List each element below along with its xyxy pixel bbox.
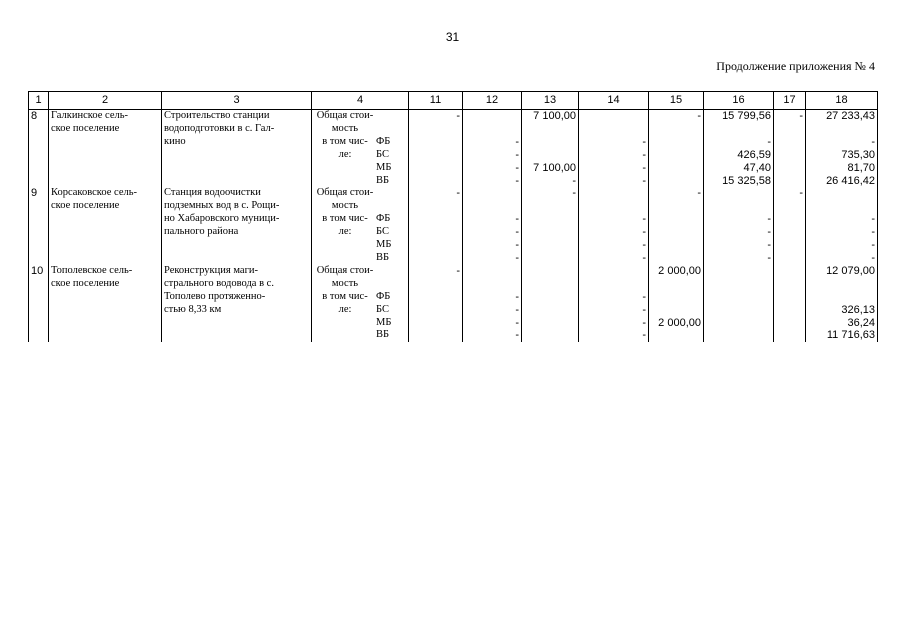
funding-label	[314, 239, 376, 252]
value-c12: -	[463, 136, 522, 149]
table-row	[29, 304, 878, 317]
header-cell: 12	[463, 92, 522, 110]
value-c15: -	[649, 110, 704, 123]
value-c13	[522, 278, 579, 291]
value-c13	[522, 304, 579, 317]
value-c16: -	[704, 239, 774, 252]
value-c12	[463, 110, 522, 123]
funding-label	[314, 175, 376, 188]
row-number	[29, 291, 49, 304]
funding-label: Общая стои-	[316, 264, 374, 276]
row-number	[29, 278, 49, 291]
funding-source-cell	[312, 265, 409, 278]
value-c12: -	[463, 291, 522, 304]
project-cell: Реконструкция маги-	[162, 265, 312, 278]
row-number	[29, 200, 49, 213]
project-cell	[162, 162, 312, 175]
value-c15	[649, 304, 704, 317]
value-c11	[409, 175, 463, 188]
value-c15: 2 000,00	[649, 317, 704, 330]
project-cell	[162, 175, 312, 188]
funding-source-cell	[312, 123, 409, 136]
value-c18: 36,24	[806, 317, 878, 330]
value-c11	[409, 278, 463, 291]
project-cell	[162, 317, 312, 330]
value-c14	[579, 265, 649, 278]
row-number: 9	[29, 187, 49, 200]
budget-code: БС	[376, 303, 389, 315]
budget-code	[376, 110, 400, 123]
value-c18	[806, 278, 878, 291]
value-c12: -	[463, 239, 522, 252]
header-cell: 18	[806, 92, 878, 110]
value-c14: -	[579, 239, 649, 252]
value-c12: -	[463, 162, 522, 175]
table-row	[29, 239, 878, 252]
header-cell: 14	[579, 92, 649, 110]
settlement-cell	[49, 175, 162, 188]
value-c14: -	[579, 175, 649, 188]
value-c12: -	[463, 226, 522, 239]
value-c11	[409, 252, 463, 265]
value-c13	[522, 123, 579, 136]
value-c14: -	[579, 291, 649, 304]
value-c18	[806, 123, 878, 136]
row-number: 8	[29, 110, 49, 123]
value-c12	[463, 187, 522, 200]
value-c11: -	[409, 110, 463, 123]
value-c15: 2 000,00	[649, 265, 704, 278]
funding-label: мость	[331, 122, 359, 134]
value-c18: 11 716,63	[806, 329, 878, 342]
value-c17	[774, 317, 806, 330]
project-cell: кино	[162, 136, 312, 149]
value-c13	[522, 317, 579, 330]
funding-label: мость	[331, 200, 359, 212]
value-c15	[649, 136, 704, 149]
funding-source-cell	[312, 291, 409, 304]
settlement-cell	[49, 162, 162, 175]
header-cell: 16	[704, 92, 774, 110]
value-c15	[649, 226, 704, 239]
value-c16	[704, 278, 774, 291]
value-c16	[704, 200, 774, 213]
value-c15	[649, 213, 704, 226]
value-c15	[649, 291, 704, 304]
settlement-cell	[49, 213, 162, 226]
funding-label: в том чис-	[322, 290, 368, 302]
value-c11	[409, 291, 463, 304]
value-c13: -	[522, 175, 579, 188]
funding-source-cell	[312, 317, 409, 330]
budget-code: ФБ	[376, 213, 391, 225]
funding-source-cell	[312, 304, 409, 317]
value-c13: 7 100,00	[522, 110, 579, 123]
value-c15	[649, 149, 704, 162]
value-c17	[774, 265, 806, 278]
value-c14: -	[579, 304, 649, 317]
value-c16	[704, 329, 774, 342]
value-c14: -	[579, 162, 649, 175]
value-c14	[579, 187, 649, 200]
row-number	[29, 304, 49, 317]
value-c12	[463, 200, 522, 213]
value-c14	[579, 200, 649, 213]
table-row	[29, 200, 878, 213]
value-c17	[774, 213, 806, 226]
settlement-cell	[49, 329, 162, 342]
row-number	[29, 175, 49, 188]
table-row	[29, 123, 878, 136]
settlement-cell: ское поселение	[49, 278, 162, 291]
project-cell	[162, 239, 312, 252]
settlement-cell	[49, 304, 162, 317]
value-c13	[522, 213, 579, 226]
project-cell: стрального водовода в с.	[162, 278, 312, 291]
value-c11	[409, 149, 463, 162]
funding-source-cell	[312, 329, 409, 342]
value-c18	[806, 291, 878, 304]
project-cell	[162, 252, 312, 265]
value-c14: -	[579, 252, 649, 265]
value-c12: -	[463, 329, 522, 342]
header-row	[29, 92, 878, 110]
value-c17	[774, 291, 806, 304]
settlement-cell: ское поселение	[49, 123, 162, 136]
project-cell: стью 8,33 км	[162, 304, 312, 317]
row-number	[29, 136, 49, 149]
row-number	[29, 149, 49, 162]
table-row	[29, 136, 878, 149]
table-row	[29, 265, 878, 278]
value-c16	[704, 304, 774, 317]
value-c11	[409, 123, 463, 136]
budget-code: МБ	[376, 239, 392, 251]
settlement-cell: Галкинское сель-	[49, 110, 162, 123]
value-c18: -	[806, 226, 878, 239]
funding-source-cell	[312, 149, 409, 162]
header-cell: 15	[649, 92, 704, 110]
value-c18	[806, 200, 878, 213]
value-c11	[409, 329, 463, 342]
value-c17	[774, 175, 806, 188]
row-number: 10	[29, 265, 49, 278]
value-c11	[409, 317, 463, 330]
value-c18: 735,30	[806, 149, 878, 162]
funding-label: ле:	[338, 303, 352, 315]
value-c12: -	[463, 304, 522, 317]
value-c16: -	[704, 213, 774, 226]
value-c16: -	[704, 136, 774, 149]
value-c13	[522, 265, 579, 278]
value-c15	[649, 175, 704, 188]
value-c16: -	[704, 252, 774, 265]
table-row	[29, 252, 878, 265]
value-c17	[774, 239, 806, 252]
value-c12: -	[463, 317, 522, 330]
row-number	[29, 239, 49, 252]
value-c14	[579, 110, 649, 123]
table-row	[29, 329, 878, 342]
table-row	[29, 278, 878, 291]
value-c17	[774, 252, 806, 265]
settlement-cell: ское поселение	[49, 200, 162, 213]
funding-source-cell	[312, 187, 409, 200]
value-c18: 12 079,00	[806, 265, 878, 278]
funding-label	[314, 329, 376, 342]
value-c13: 7 100,00	[522, 162, 579, 175]
value-c15	[649, 123, 704, 136]
budget-code: ФБ	[376, 135, 391, 147]
value-c17	[774, 123, 806, 136]
value-c12: -	[463, 252, 522, 265]
value-c17	[774, 136, 806, 149]
value-c13	[522, 149, 579, 162]
value-c12	[463, 265, 522, 278]
value-c11	[409, 304, 463, 317]
value-c16	[704, 317, 774, 330]
value-c17	[774, 149, 806, 162]
settlement-cell	[49, 239, 162, 252]
budget-code: ФБ	[376, 290, 391, 302]
settlement-cell	[49, 252, 162, 265]
page-number: 31	[445, 30, 460, 44]
value-c17	[774, 200, 806, 213]
value-c14: -	[579, 329, 649, 342]
value-c12: -	[463, 149, 522, 162]
value-c11	[409, 162, 463, 175]
budget-code	[376, 123, 400, 136]
table-row	[29, 149, 878, 162]
table-row	[29, 187, 878, 200]
row-number	[29, 317, 49, 330]
value-c14: -	[579, 149, 649, 162]
header-cell: 11	[409, 92, 463, 110]
row-number	[29, 123, 49, 136]
value-c18: 27 233,43	[806, 110, 878, 123]
value-c11: -	[409, 187, 463, 200]
value-c13: -	[522, 187, 579, 200]
value-c11	[409, 200, 463, 213]
value-c15	[649, 252, 704, 265]
value-c16	[704, 291, 774, 304]
value-c12	[463, 123, 522, 136]
value-c18	[806, 187, 878, 200]
value-c14: -	[579, 226, 649, 239]
funding-source-cell	[312, 239, 409, 252]
value-c14: -	[579, 317, 649, 330]
value-c14: -	[579, 213, 649, 226]
funding-label	[314, 162, 376, 175]
value-c15: -	[649, 187, 704, 200]
table-row	[29, 291, 878, 304]
value-c13	[522, 226, 579, 239]
header-cell: 4	[312, 92, 409, 110]
header-cell: 2	[49, 92, 162, 110]
value-c18: 81,70	[806, 162, 878, 175]
value-c16: 426,59	[704, 149, 774, 162]
row-number	[29, 252, 49, 265]
value-c12	[463, 278, 522, 291]
funding-label	[314, 252, 376, 265]
funding-source-cell	[312, 226, 409, 239]
funding-label: ле:	[338, 148, 352, 160]
value-c16: -	[704, 226, 774, 239]
funding-source-cell	[312, 162, 409, 175]
project-cell	[162, 149, 312, 162]
budget-code	[376, 187, 400, 200]
funding-label: ле:	[338, 226, 352, 238]
value-c14	[579, 123, 649, 136]
funding-source-cell	[312, 278, 409, 291]
table-row	[29, 317, 878, 330]
value-c17: -	[774, 110, 806, 123]
budget-code	[376, 265, 400, 278]
value-c16: 15 799,56	[704, 110, 774, 123]
budget-code: МБ	[376, 316, 392, 328]
table-row	[29, 110, 878, 123]
settlement-cell: Тополевское сель-	[49, 265, 162, 278]
header-cell: 17	[774, 92, 806, 110]
value-c18: 326,13	[806, 304, 878, 317]
budget-code: БС	[376, 226, 389, 238]
project-cell: Станция водоочистки	[162, 187, 312, 200]
funding-source-cell	[312, 175, 409, 188]
row-number	[29, 162, 49, 175]
value-c18: -	[806, 252, 878, 265]
project-cell	[162, 329, 312, 342]
settlement-cell	[49, 317, 162, 330]
row-number	[29, 213, 49, 226]
settlement-cell	[49, 136, 162, 149]
settlement-cell	[49, 291, 162, 304]
value-c13	[522, 252, 579, 265]
value-c17	[774, 162, 806, 175]
row-number	[29, 329, 49, 342]
project-cell: пального района	[162, 226, 312, 239]
funding-source-cell	[312, 110, 409, 123]
value-c15	[649, 329, 704, 342]
value-c18: -	[806, 136, 878, 149]
appendix-table	[28, 91, 878, 342]
value-c11	[409, 239, 463, 252]
value-c15	[649, 162, 704, 175]
funding-source-cell	[312, 213, 409, 226]
budget-code: ВБ	[376, 251, 390, 263]
project-cell: Тополево протяженно-	[162, 291, 312, 304]
value-c11: -	[409, 265, 463, 278]
project-cell: Строительство станции	[162, 110, 312, 123]
funding-label: мость	[331, 277, 359, 289]
value-c14: -	[579, 136, 649, 149]
value-c16	[704, 187, 774, 200]
value-c18: -	[806, 239, 878, 252]
value-c12: -	[463, 213, 522, 226]
settlement-cell	[49, 226, 162, 239]
value-c13	[522, 200, 579, 213]
funding-label: Общая стои-	[316, 187, 374, 199]
value-c13	[522, 239, 579, 252]
funding-label: в том чис-	[322, 135, 368, 147]
value-c15	[649, 278, 704, 291]
value-c13	[522, 136, 579, 149]
budget-code	[376, 200, 400, 213]
value-c11	[409, 226, 463, 239]
project-cell: подземных вод в с. Рощи-	[162, 200, 312, 213]
settlement-cell	[49, 149, 162, 162]
value-c18: 26 416,42	[806, 175, 878, 188]
value-c13	[522, 329, 579, 342]
value-c17	[774, 226, 806, 239]
value-c15	[649, 239, 704, 252]
funding-source-cell	[312, 136, 409, 149]
settlement-cell: Корсаковское сель-	[49, 187, 162, 200]
budget-code: МБ	[376, 161, 392, 173]
value-c16: 47,40	[704, 162, 774, 175]
value-c16	[704, 265, 774, 278]
value-c17: -	[774, 187, 806, 200]
row-number	[29, 226, 49, 239]
value-c17	[774, 278, 806, 291]
value-c15	[649, 200, 704, 213]
table-row	[29, 175, 878, 188]
value-c18: -	[806, 213, 878, 226]
project-cell: но Хабаровского муници-	[162, 213, 312, 226]
value-c16	[704, 123, 774, 136]
value-c17	[774, 329, 806, 342]
header-cell: 1	[29, 92, 49, 110]
funding-source-cell	[312, 252, 409, 265]
budget-code: ВБ	[376, 329, 390, 341]
table-row	[29, 213, 878, 226]
funding-label	[314, 317, 376, 330]
budget-code	[376, 278, 400, 291]
table-row	[29, 226, 878, 239]
value-c11	[409, 136, 463, 149]
header-cell: 13	[522, 92, 579, 110]
value-c12: -	[463, 175, 522, 188]
value-c17	[774, 304, 806, 317]
header-cell: 3	[162, 92, 312, 110]
value-c16: 15 325,58	[704, 175, 774, 188]
funding-label: Общая стои-	[316, 110, 374, 121]
project-cell: водоподготовки в с. Гал-	[162, 123, 312, 136]
value-c13	[522, 291, 579, 304]
value-c14	[579, 278, 649, 291]
value-c11	[409, 213, 463, 226]
table-row	[29, 162, 878, 175]
continuation-label: Продолжение приложения № 4	[716, 59, 875, 73]
budget-code: ВБ	[376, 174, 390, 186]
budget-code: БС	[376, 148, 389, 160]
funding-source-cell	[312, 200, 409, 213]
funding-label: в том чис-	[322, 213, 368, 225]
